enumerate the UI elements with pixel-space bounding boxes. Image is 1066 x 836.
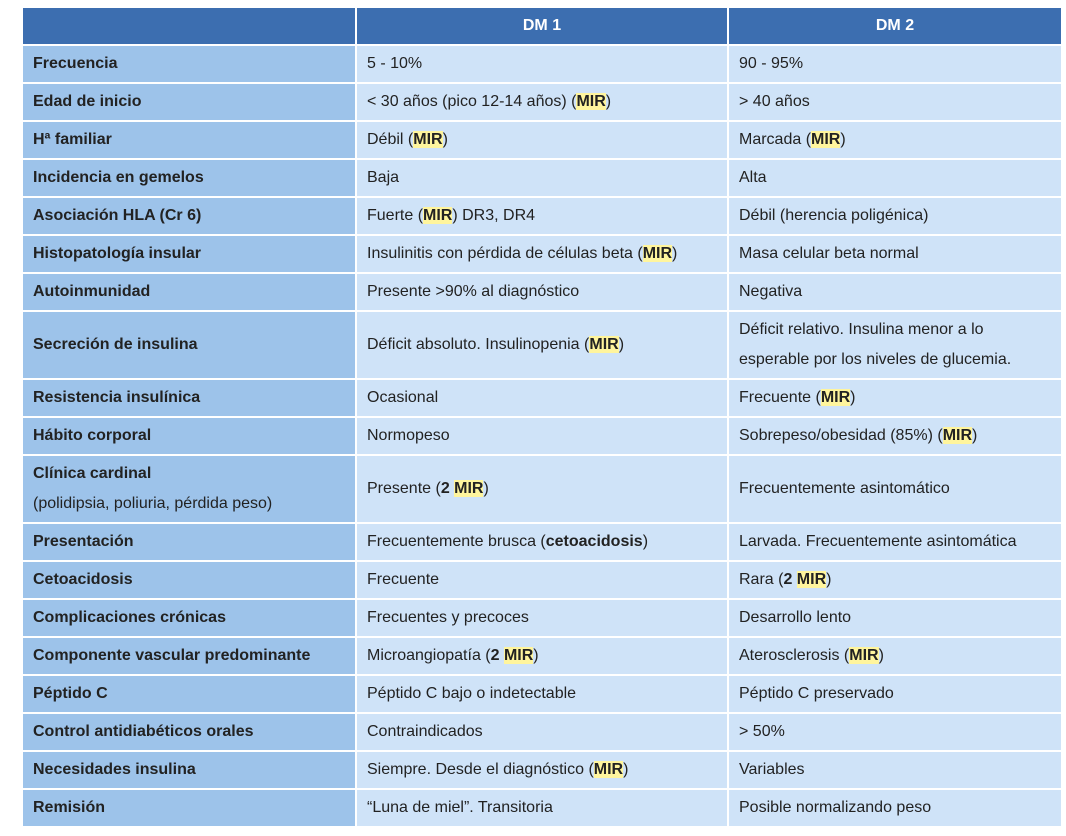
row-header xyxy=(23,122,355,158)
row-header xyxy=(23,274,355,310)
row-label: Secreción de insulina xyxy=(33,336,198,353)
dm2-cell xyxy=(729,198,1061,234)
cell-text: ) xyxy=(618,336,625,353)
row-label: Asociación HLA (Cr 6) xyxy=(33,207,202,224)
cell-text: > 50% xyxy=(739,723,785,740)
cell-text: 90 - 95% xyxy=(739,55,804,72)
row-label: Autoinmunidad xyxy=(33,283,151,300)
cell-text: Contraindicados xyxy=(367,723,483,740)
cell-text: Siempre. Desde el diagnóstico ( xyxy=(367,761,594,778)
cell-text: ) xyxy=(850,389,856,406)
row-label: Componente vascular predominante xyxy=(33,647,311,664)
dm2-cell xyxy=(729,562,1061,598)
dm2-cell xyxy=(729,160,1061,196)
table-row xyxy=(23,312,1061,378)
row-label: Complicaciones crónicas xyxy=(33,609,226,626)
row-header xyxy=(23,380,355,416)
cell-text: ) xyxy=(442,131,448,148)
bold-text: 2 xyxy=(440,480,455,497)
dm1-cell xyxy=(357,274,727,310)
row-label: Control antidiabéticos orales xyxy=(33,723,254,740)
table-row xyxy=(23,274,1061,310)
cell-text: Fuerte ( xyxy=(367,207,424,224)
table-row xyxy=(23,714,1061,750)
dm1-cell xyxy=(357,752,727,788)
row-label: Clínica cardinal xyxy=(33,465,152,482)
row-label: Hª familiar xyxy=(33,131,112,148)
table-row xyxy=(23,198,1061,234)
header-dm1: DM 1 xyxy=(357,8,727,44)
dm2-cell xyxy=(729,122,1061,158)
dm2-cell xyxy=(729,752,1061,788)
cell-text: “Luna de miel”. Transitoria xyxy=(367,799,553,816)
cell-text: Insulinitis con pérdida de células beta ( xyxy=(367,245,643,262)
header-corner xyxy=(23,8,355,44)
mir-badge: MIR xyxy=(849,647,879,664)
mir-badge: MIR xyxy=(642,245,673,262)
mir-badge: MIR xyxy=(589,336,619,353)
mir-badge: MIR xyxy=(820,389,851,406)
cell-text: Presente ( xyxy=(367,480,441,497)
cell-text: ) xyxy=(672,245,678,262)
table-row xyxy=(23,752,1061,788)
cell-text: Ocasional xyxy=(367,389,439,406)
cell-text: ) xyxy=(483,480,489,497)
dm1-cell xyxy=(357,418,727,454)
row-header xyxy=(23,418,355,454)
dm2-cell xyxy=(729,714,1061,750)
row-header xyxy=(23,236,355,272)
dm2-cell xyxy=(729,274,1061,310)
row-header xyxy=(23,638,355,674)
cell-text: Sobrepeso/obesidad (85%) ( xyxy=(739,427,943,444)
cell-text: ) DR3, DR4 xyxy=(452,207,536,224)
cell-text: ) xyxy=(533,647,539,664)
table-row xyxy=(23,600,1061,636)
dm2-cell xyxy=(729,456,1061,522)
dm1-cell xyxy=(357,456,727,522)
table-row xyxy=(23,122,1061,158)
table-row xyxy=(23,236,1061,272)
cell-text: Marcada ( xyxy=(739,131,812,148)
mir-badge: MIR xyxy=(796,571,827,588)
table-row xyxy=(23,456,1061,522)
row-label: Péptido C xyxy=(33,685,108,702)
dm2-cell xyxy=(729,600,1061,636)
cell-text: Masa celular beta normal xyxy=(739,245,919,262)
dm2-cell xyxy=(729,380,1061,416)
table-row xyxy=(23,418,1061,454)
dm2-cell xyxy=(729,418,1061,454)
dm1-cell xyxy=(357,638,727,674)
row-label: Necesidades insulina xyxy=(33,761,196,778)
table-row xyxy=(23,676,1061,712)
cell-text: Débil ( xyxy=(367,131,414,148)
table-body xyxy=(23,46,1061,826)
row-label: Edad de inicio xyxy=(33,93,142,110)
table-row xyxy=(23,160,1061,196)
cell-text: Frecuente xyxy=(367,571,440,588)
cell-text: Posible normalizando peso xyxy=(739,799,932,816)
row-header xyxy=(23,752,355,788)
cell-text: ) xyxy=(642,533,649,550)
row-header xyxy=(23,524,355,560)
mir-badge: MIR xyxy=(576,93,606,110)
mir-badge: MIR xyxy=(593,761,624,778)
cell-text: ) xyxy=(840,131,846,148)
cell-text: Negativa xyxy=(739,283,803,300)
row-header xyxy=(23,312,355,378)
cell-text: Desarrollo lento xyxy=(739,609,852,626)
dm2-cell xyxy=(729,790,1061,826)
table-row xyxy=(23,524,1061,560)
dm1-cell xyxy=(357,600,727,636)
mir-badge: MIR xyxy=(811,131,841,148)
dm1-cell xyxy=(357,198,727,234)
cell-text: Baja xyxy=(367,169,400,186)
bold-text: 2 xyxy=(783,571,797,588)
header-row xyxy=(23,8,1061,44)
cell-text: Larvada. Frecuentemente asintomática xyxy=(739,533,1017,550)
dm1-cell xyxy=(357,236,727,272)
table-row xyxy=(23,562,1061,598)
cell-text: ) xyxy=(826,571,832,588)
dm1-cell xyxy=(357,84,727,120)
row-sublabel: (polidipsia, poliuria, pérdida peso) xyxy=(33,495,273,512)
dm2-cell xyxy=(729,312,1061,378)
cell-text: Péptido C preservado xyxy=(739,685,894,702)
mir-badge: MIR xyxy=(413,131,443,148)
table-row xyxy=(23,84,1061,120)
row-label: Presentación xyxy=(33,533,134,550)
table-row xyxy=(23,638,1061,674)
mir-badge: MIR xyxy=(423,207,453,224)
row-label: Cetoacidosis xyxy=(33,571,133,588)
cell-text: ) xyxy=(623,761,629,778)
row-header xyxy=(23,456,355,522)
row-label: Incidencia en gemelos xyxy=(33,169,204,186)
cell-text: > 40 años xyxy=(739,93,810,110)
dm1-cell xyxy=(357,122,727,158)
cell-text: Déficit relativo. Insulina menor a lo esperable por los niveles de glucemia. xyxy=(739,321,1012,368)
cell-text: Alta xyxy=(739,169,767,186)
dm1-cell xyxy=(357,524,727,560)
table-row xyxy=(23,46,1061,82)
dm2-cell xyxy=(729,46,1061,82)
row-header xyxy=(23,714,355,750)
row-header xyxy=(23,600,355,636)
header-dm2: DM 2 xyxy=(729,8,1061,44)
cell-text: Frecuentes y precoces xyxy=(367,609,529,626)
dm1-cell xyxy=(357,160,727,196)
dm1-cell xyxy=(357,46,727,82)
dm1-cell xyxy=(357,380,727,416)
cell-text: Rara ( xyxy=(739,571,784,588)
row-header xyxy=(23,46,355,82)
cell-text: Frecuente ( xyxy=(739,389,821,406)
row-label: Histopatología insular xyxy=(33,245,202,262)
cell-text: 5 - 10% xyxy=(367,55,423,72)
cell-text: Presente >90% al diagnóstico xyxy=(367,283,580,300)
row-label: Frecuencia xyxy=(33,55,118,72)
bold-text: 2 xyxy=(490,647,504,664)
row-header xyxy=(23,84,355,120)
cell-text: Frecuentemente asintomático xyxy=(739,480,950,497)
row-header xyxy=(23,790,355,826)
cell-text: Déficit absoluto. Insulinopenia ( xyxy=(367,336,590,353)
cell-text: < 30 años (pico 12-14 años) ( xyxy=(367,93,577,110)
mir-badge: MIR xyxy=(942,427,973,444)
table-row xyxy=(23,790,1061,826)
cell-text: Péptido C bajo o indetectable xyxy=(367,685,577,702)
row-header xyxy=(23,198,355,234)
row-header xyxy=(23,676,355,712)
row-header xyxy=(23,562,355,598)
cell-text: Frecuentemente brusca ( xyxy=(367,533,546,550)
dm2-cell xyxy=(729,524,1061,560)
cell-text: ) xyxy=(605,93,612,110)
row-header xyxy=(23,160,355,196)
cell-text: Normopeso xyxy=(367,427,450,444)
cell-text: ) xyxy=(972,427,978,444)
dm2-cell xyxy=(729,638,1061,674)
dm2-cell xyxy=(729,236,1061,272)
row-label: Hábito corporal xyxy=(33,427,152,444)
row-label: Remisión xyxy=(33,799,106,816)
cell-text: Microangiopatía ( xyxy=(367,647,491,664)
comparison-table xyxy=(21,6,1063,828)
dm1-cell xyxy=(357,676,727,712)
dm1-cell xyxy=(357,562,727,598)
bold-text: cetoacidosis xyxy=(545,533,643,550)
cell-text: Variables xyxy=(739,761,805,778)
cell-text: ) xyxy=(878,647,884,664)
dm1-cell xyxy=(357,714,727,750)
mir-badge: MIR xyxy=(503,647,534,664)
dm1-cell xyxy=(357,312,727,378)
mir-badge: MIR xyxy=(454,480,484,497)
table-row xyxy=(23,380,1061,416)
cell-text: Aterosclerosis ( xyxy=(739,647,850,664)
cell-text: Débil (herencia poligénica) xyxy=(739,207,929,224)
dm1-cell xyxy=(357,790,727,826)
dm2-cell xyxy=(729,676,1061,712)
row-label: Resistencia insulínica xyxy=(33,389,201,406)
dm2-cell xyxy=(729,84,1061,120)
